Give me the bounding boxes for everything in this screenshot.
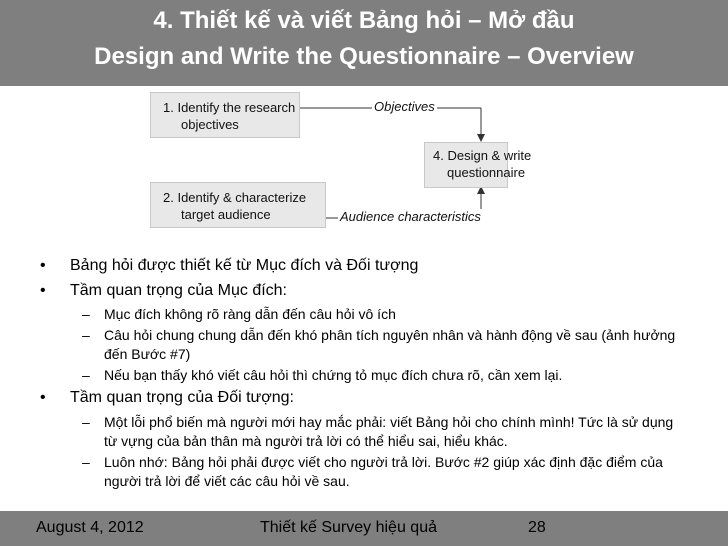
step2-box xyxy=(150,182,326,228)
step1-line1: 1. Identify the research xyxy=(163,100,296,115)
sub-bullet-marker: – xyxy=(82,454,90,470)
objectives-label: Objectives xyxy=(374,99,435,114)
bullet-marker: • xyxy=(40,389,46,406)
step4-line2: questionnaire xyxy=(447,165,526,180)
sub-bullet-marker: – xyxy=(82,327,90,343)
sub-bullet-2a-text: Mục đích không rõ ràng dẫn đến câu hỏi vô ích xyxy=(104,306,396,322)
footer-page-number: 28 xyxy=(528,519,546,536)
sub-bullet-marker: – xyxy=(82,367,90,383)
slide-footer xyxy=(0,511,728,546)
step4-line1: 4. Design & write xyxy=(433,148,532,163)
bullet-3-text: Tầm quan trọng của Đối tượng: xyxy=(70,389,294,406)
step1-line2: objectives xyxy=(181,117,239,132)
slide-title-vi: 4. Thiết kế và viết Bảng hỏi – Mở đầu xyxy=(153,7,575,34)
sub-bullet-3a-text: Một lỗi phổ biến mà người mới hay mắc phải: viết Bảng hỏi cho chính mình! Tức là sử dụng từ vựng của bản thân mà người trả lời có thể hiểu sai, hiểu khác. xyxy=(104,414,674,449)
audience-label: Audience characteristics xyxy=(340,209,481,224)
bullet-1-text: Bảng hỏi được thiết kế từ Mục đích và Đối tượng xyxy=(70,257,419,274)
sub-bullet-3b-text: Luôn nhớ: Bảng hỏi phải được viết cho người trả lời. Bước #2 giúp xác định đặc điểm của người trả lời để viết các câu hỏi về sau. xyxy=(104,454,663,489)
sub-bullet-2c-text: Nếu bạn thấy khó viết câu hỏi thì chứng tỏ mục đích chưa rõ, cần xem lại. xyxy=(104,367,563,383)
footer-subject: Thiết kế Survey hiệu quả xyxy=(260,519,437,536)
step2-line2: target audience xyxy=(181,207,271,222)
step2-line1: 2. Identify & characterize xyxy=(163,190,307,205)
slide-header xyxy=(0,0,728,86)
step1-box xyxy=(150,92,300,138)
bullet-marker: • xyxy=(40,257,46,274)
sub-bullet-marker: – xyxy=(82,414,90,430)
sub-bullet-marker: – xyxy=(82,306,90,322)
footer-date: August 4, 2012 xyxy=(36,519,144,536)
bullet-2-text: Tầm quan trọng của Mục đích: xyxy=(70,282,287,299)
process-diagram xyxy=(146,88,532,238)
sub-bullet-2b-text: Câu hỏi chung chung dẫn đến khó phân tích nguyên nhân và hành động về sau (ảnh hưởng đến Bước #7) xyxy=(104,327,676,362)
slide-title-en: Design and Write the Questionnaire – Overview xyxy=(94,43,634,70)
bullet-marker: • xyxy=(40,282,46,299)
step4-box xyxy=(424,142,532,188)
